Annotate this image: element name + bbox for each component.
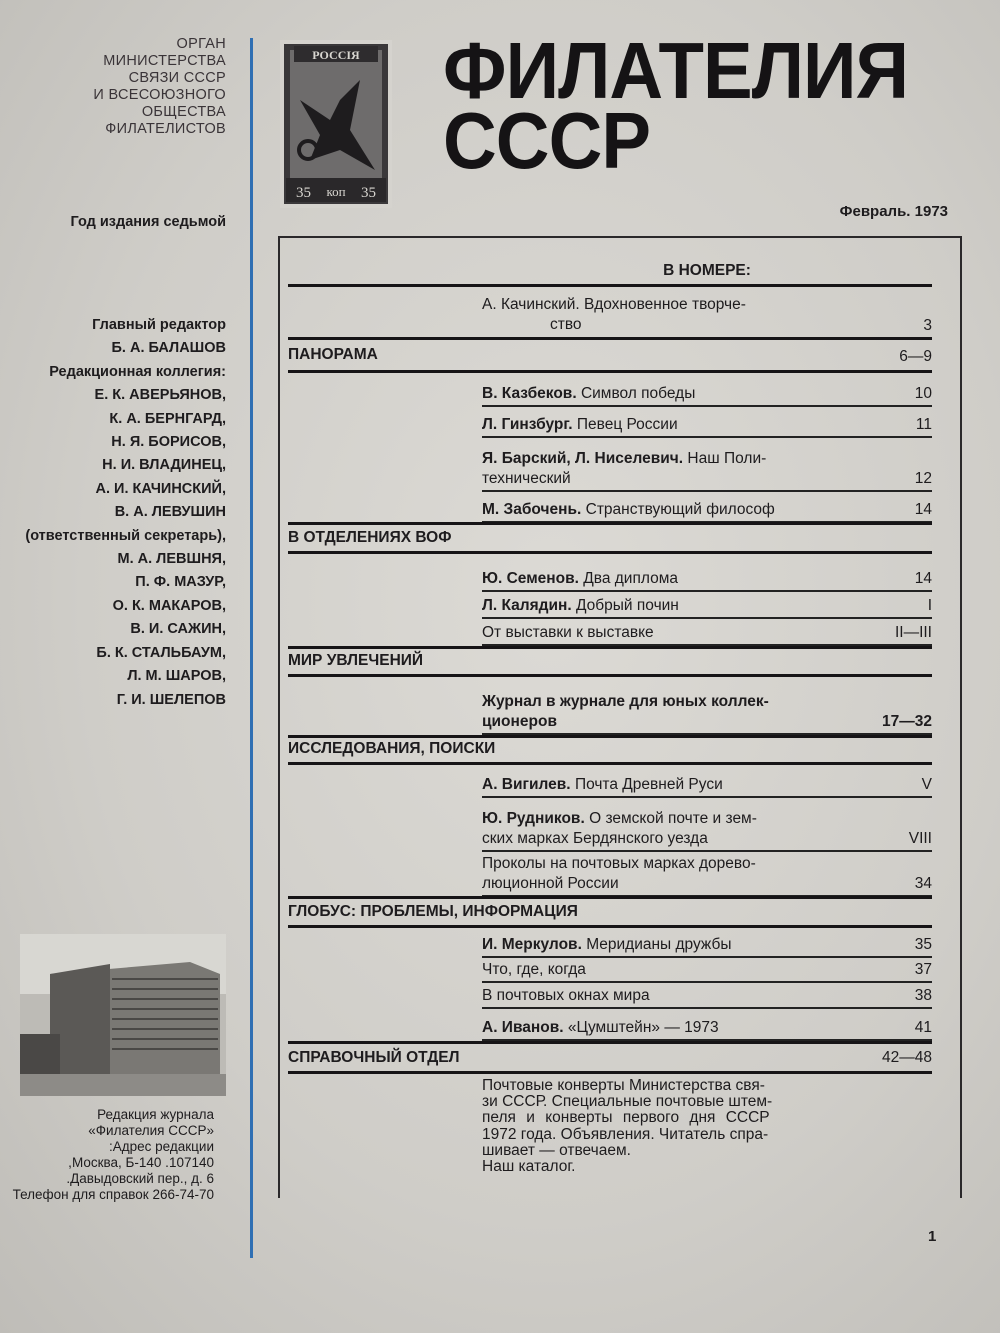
board-line: В. А. ЛЕВУШИН — [114, 504, 226, 521]
toc-section-research[interactable] — [288, 737, 932, 765]
board-line: Главный редактор — [92, 317, 226, 333]
entry-author: Ю. Семенов. — [482, 570, 579, 587]
section-title: ИССЛЕДОВАНИЯ, ПОИСКИ — [288, 740, 496, 757]
address-line: Адрес редакции: — [109, 1139, 214, 1154]
publication-year: Год издания седьмой — [70, 214, 226, 230]
toc-entry[interactable] — [288, 438, 932, 492]
board-line: Н. И. ВЛАДИНЕЦ, — [102, 457, 226, 474]
magazine-title — [443, 26, 909, 185]
publisher-line: ОБЩЕСТВА — [141, 104, 226, 120]
entry-title: Проколы на почтовых марках дорево- — [482, 855, 756, 872]
board-line: Е. К. АВЕРЬЯНОВ, — [94, 387, 226, 404]
board-line: П. Ф. МАЗУР, — [135, 574, 226, 591]
entry-author: И. Меркулов. — [482, 936, 582, 953]
entry-page: 37 — [914, 961, 932, 978]
toc-entry[interactable] — [288, 287, 932, 339]
issue-date: Февраль. 1973 — [839, 203, 948, 220]
entry-page: 12 — [914, 470, 932, 487]
toc-entry[interactable] — [288, 677, 932, 735]
address-line: Давыдовский пер., д. 6. — [66, 1171, 214, 1186]
entry-title: Странствующий философ — [585, 501, 775, 518]
toc-entry[interactable] — [288, 765, 932, 798]
title-line: СССР — [443, 96, 651, 185]
entry-title: Меридианы дружбы — [586, 936, 732, 953]
entry-page: 35 — [914, 936, 932, 953]
entry-page: 14 — [914, 501, 932, 518]
board-line: К. А. БЕРНГАРД, — [109, 410, 226, 427]
section-title: ПАНОРАМА — [288, 346, 378, 363]
section-title: В ОТДЕЛЕНИЯХ ВОФ — [288, 529, 452, 546]
toc-entry[interactable] — [288, 928, 932, 958]
publisher-line: СВЯЗИ СССР — [128, 70, 226, 86]
address-line: Редакция журнала — [97, 1107, 214, 1122]
stamp-image — [280, 40, 392, 208]
section-page: 6—9 — [899, 348, 932, 365]
address-line: «Филателия СССР» — [88, 1123, 214, 1138]
stamp-country-text: РОССIЯ — [312, 48, 360, 62]
board-line: А. И. КАЧИНСКИЙ, — [95, 480, 226, 497]
reference-line: пеля и конверты первого дня СССР — [482, 1109, 770, 1127]
entry-author: Л. Калядин. — [482, 597, 572, 614]
entry-page: 41 — [914, 1019, 932, 1036]
toc-entry[interactable] — [288, 958, 932, 983]
entry-title: Добрый почин — [576, 597, 679, 614]
entry-page: 10 — [914, 385, 932, 402]
entry-page: I — [927, 597, 932, 614]
toc-section-globe[interactable] — [288, 898, 932, 928]
entry-title: О земской почте и зем- — [589, 810, 757, 827]
toc-heading-text: В НОМЕРЕ: — [663, 262, 751, 279]
entry-page: II—III — [894, 624, 932, 641]
reference-line: шивает — отвечаем. — [482, 1141, 631, 1159]
entry-title: ство — [550, 316, 582, 333]
reference-line: Наш каталог. — [482, 1158, 576, 1176]
entry-title: Почта Древней Руси — [574, 776, 723, 793]
publisher-line: МИНИСТЕРСТВА — [103, 53, 226, 69]
entry-author: А. Иванов. — [482, 1019, 564, 1036]
toc-section-hobbies[interactable] — [288, 648, 932, 677]
toc-section-reference[interactable] — [288, 1043, 932, 1074]
column-divider — [250, 38, 253, 1258]
entry-page: 17—32 — [882, 713, 932, 730]
title-line: ФИЛАТЕЛИЯ — [443, 26, 909, 115]
reference-line: зи СССР. Специальные почтовые штем- — [482, 1093, 773, 1111]
entry-page: 11 — [915, 416, 932, 433]
publisher-line: ФИЛАТЕЛИСТОВ — [105, 121, 226, 137]
section-title: МИР УВЛЕЧЕНИЙ — [288, 652, 424, 669]
entry-page: VIII — [908, 830, 932, 847]
address-line: 107140. Москва, Б-140, — [68, 1155, 214, 1170]
entry-title: ских марках Бердянского уезда — [482, 830, 708, 847]
toc-entry[interactable] — [288, 619, 932, 646]
board-line-text: (ответственный секретарь), — [25, 527, 226, 544]
stamp-value-right: 35 — [361, 185, 376, 201]
board-line: Н. Я. БОРИСОВ, — [111, 434, 226, 451]
toc-entry[interactable] — [288, 554, 932, 592]
publisher-line: ОРГАН — [176, 36, 226, 52]
entry-title: «Цумштейн» — 1973 — [567, 1019, 719, 1036]
entry-page: 34 — [914, 875, 932, 892]
entry-page: 14 — [914, 570, 932, 587]
entry-page: 3 — [923, 317, 932, 334]
board-line: Редакционная коллегия: — [49, 363, 226, 380]
toc-heading — [288, 252, 932, 287]
page-number: 1 — [928, 1228, 937, 1245]
section-title: СПРАВОЧНЫЙ ОТДЕЛ — [288, 1049, 460, 1066]
toc-entry[interactable] — [288, 798, 932, 852]
entry-title: Журнал в журнале для юных коллек- — [482, 693, 769, 710]
toc-entry[interactable] — [288, 492, 932, 523]
phone-text: Телефон для справок 266-74-70 — [12, 1187, 214, 1202]
entry-title: В почтовых окнах мира — [482, 987, 650, 1004]
toc-entry[interactable] — [288, 592, 932, 619]
publisher-line: И ВСЕСОЮЗНОГО — [93, 87, 226, 103]
toc-entry[interactable] — [288, 1009, 932, 1041]
entry-title: От выставки к выставке — [482, 624, 654, 641]
entry-page: V — [921, 776, 932, 793]
toc-section-panorama[interactable] — [288, 339, 932, 373]
reference-section-description — [482, 1078, 822, 1175]
entry-author: А. Вигилев. — [482, 776, 571, 793]
entry-title: Два диплома — [583, 570, 678, 587]
entry-author: А. Качинский. — [482, 296, 580, 313]
reference-line: Почтовые конверты Министерства свя- — [482, 1077, 765, 1094]
toc-entry[interactable] — [288, 373, 932, 407]
board-line: М. А. ЛЕВШНЯ, — [117, 551, 226, 568]
board-line: Л. М. ШАРОВ, — [127, 668, 226, 685]
entry-title: Певец России — [576, 416, 678, 433]
section-page: 42—48 — [882, 1049, 932, 1066]
entry-title: технический — [482, 470, 571, 487]
entry-title: Вдохновенное творче- — [584, 296, 746, 313]
building-photo — [20, 934, 226, 1096]
entry-title: Наш Поли- — [687, 450, 767, 467]
toc-entry[interactable] — [288, 983, 932, 1009]
entry-title: ционеров — [482, 713, 557, 730]
board-line — [0, 525, 226, 548]
entry-author: Л. Гинзбург. — [482, 416, 573, 433]
board-line: В. И. САЖИН, — [130, 621, 226, 638]
entry-title: люционной России — [482, 875, 619, 892]
toc-section-branches[interactable] — [288, 524, 932, 554]
board-line: Б. К. СТАЛЬБАУМ, — [96, 644, 226, 661]
entry-author: М. Забочень. — [482, 501, 582, 518]
board-line: О. К. МАКАРОВ, — [112, 597, 226, 614]
editorial-address — [0, 1107, 214, 1203]
entry-author: Ю. Рудников. — [482, 810, 585, 827]
entry-title: Символ победы — [580, 385, 696, 402]
stamp-value-left: 35 — [296, 185, 311, 201]
editorial-board — [0, 314, 226, 712]
entry-author: В. Казбеков. — [482, 385, 577, 402]
section-title: ГЛОБУС: ПРОБЛЕМЫ, ИНФОРМАЦИЯ — [288, 903, 578, 920]
toc-entry[interactable] — [288, 407, 932, 438]
board-line: Б. А. БАЛАШОВ — [111, 340, 226, 357]
publisher-info — [0, 36, 226, 138]
address-line — [0, 1187, 214, 1203]
toc-entry[interactable] — [288, 852, 932, 897]
stamp-value-unit: коп — [326, 184, 346, 199]
entry-author: Я. Барский, Л. Ниселевич. — [482, 450, 684, 467]
reference-line: 1972 года. Объявления. Читатель спра- — [482, 1125, 769, 1143]
entry-title: Что, где, когда — [482, 961, 586, 978]
entry-page: 38 — [914, 987, 932, 1004]
board-line: Г. И. ШЕЛЕПОВ — [116, 691, 226, 708]
